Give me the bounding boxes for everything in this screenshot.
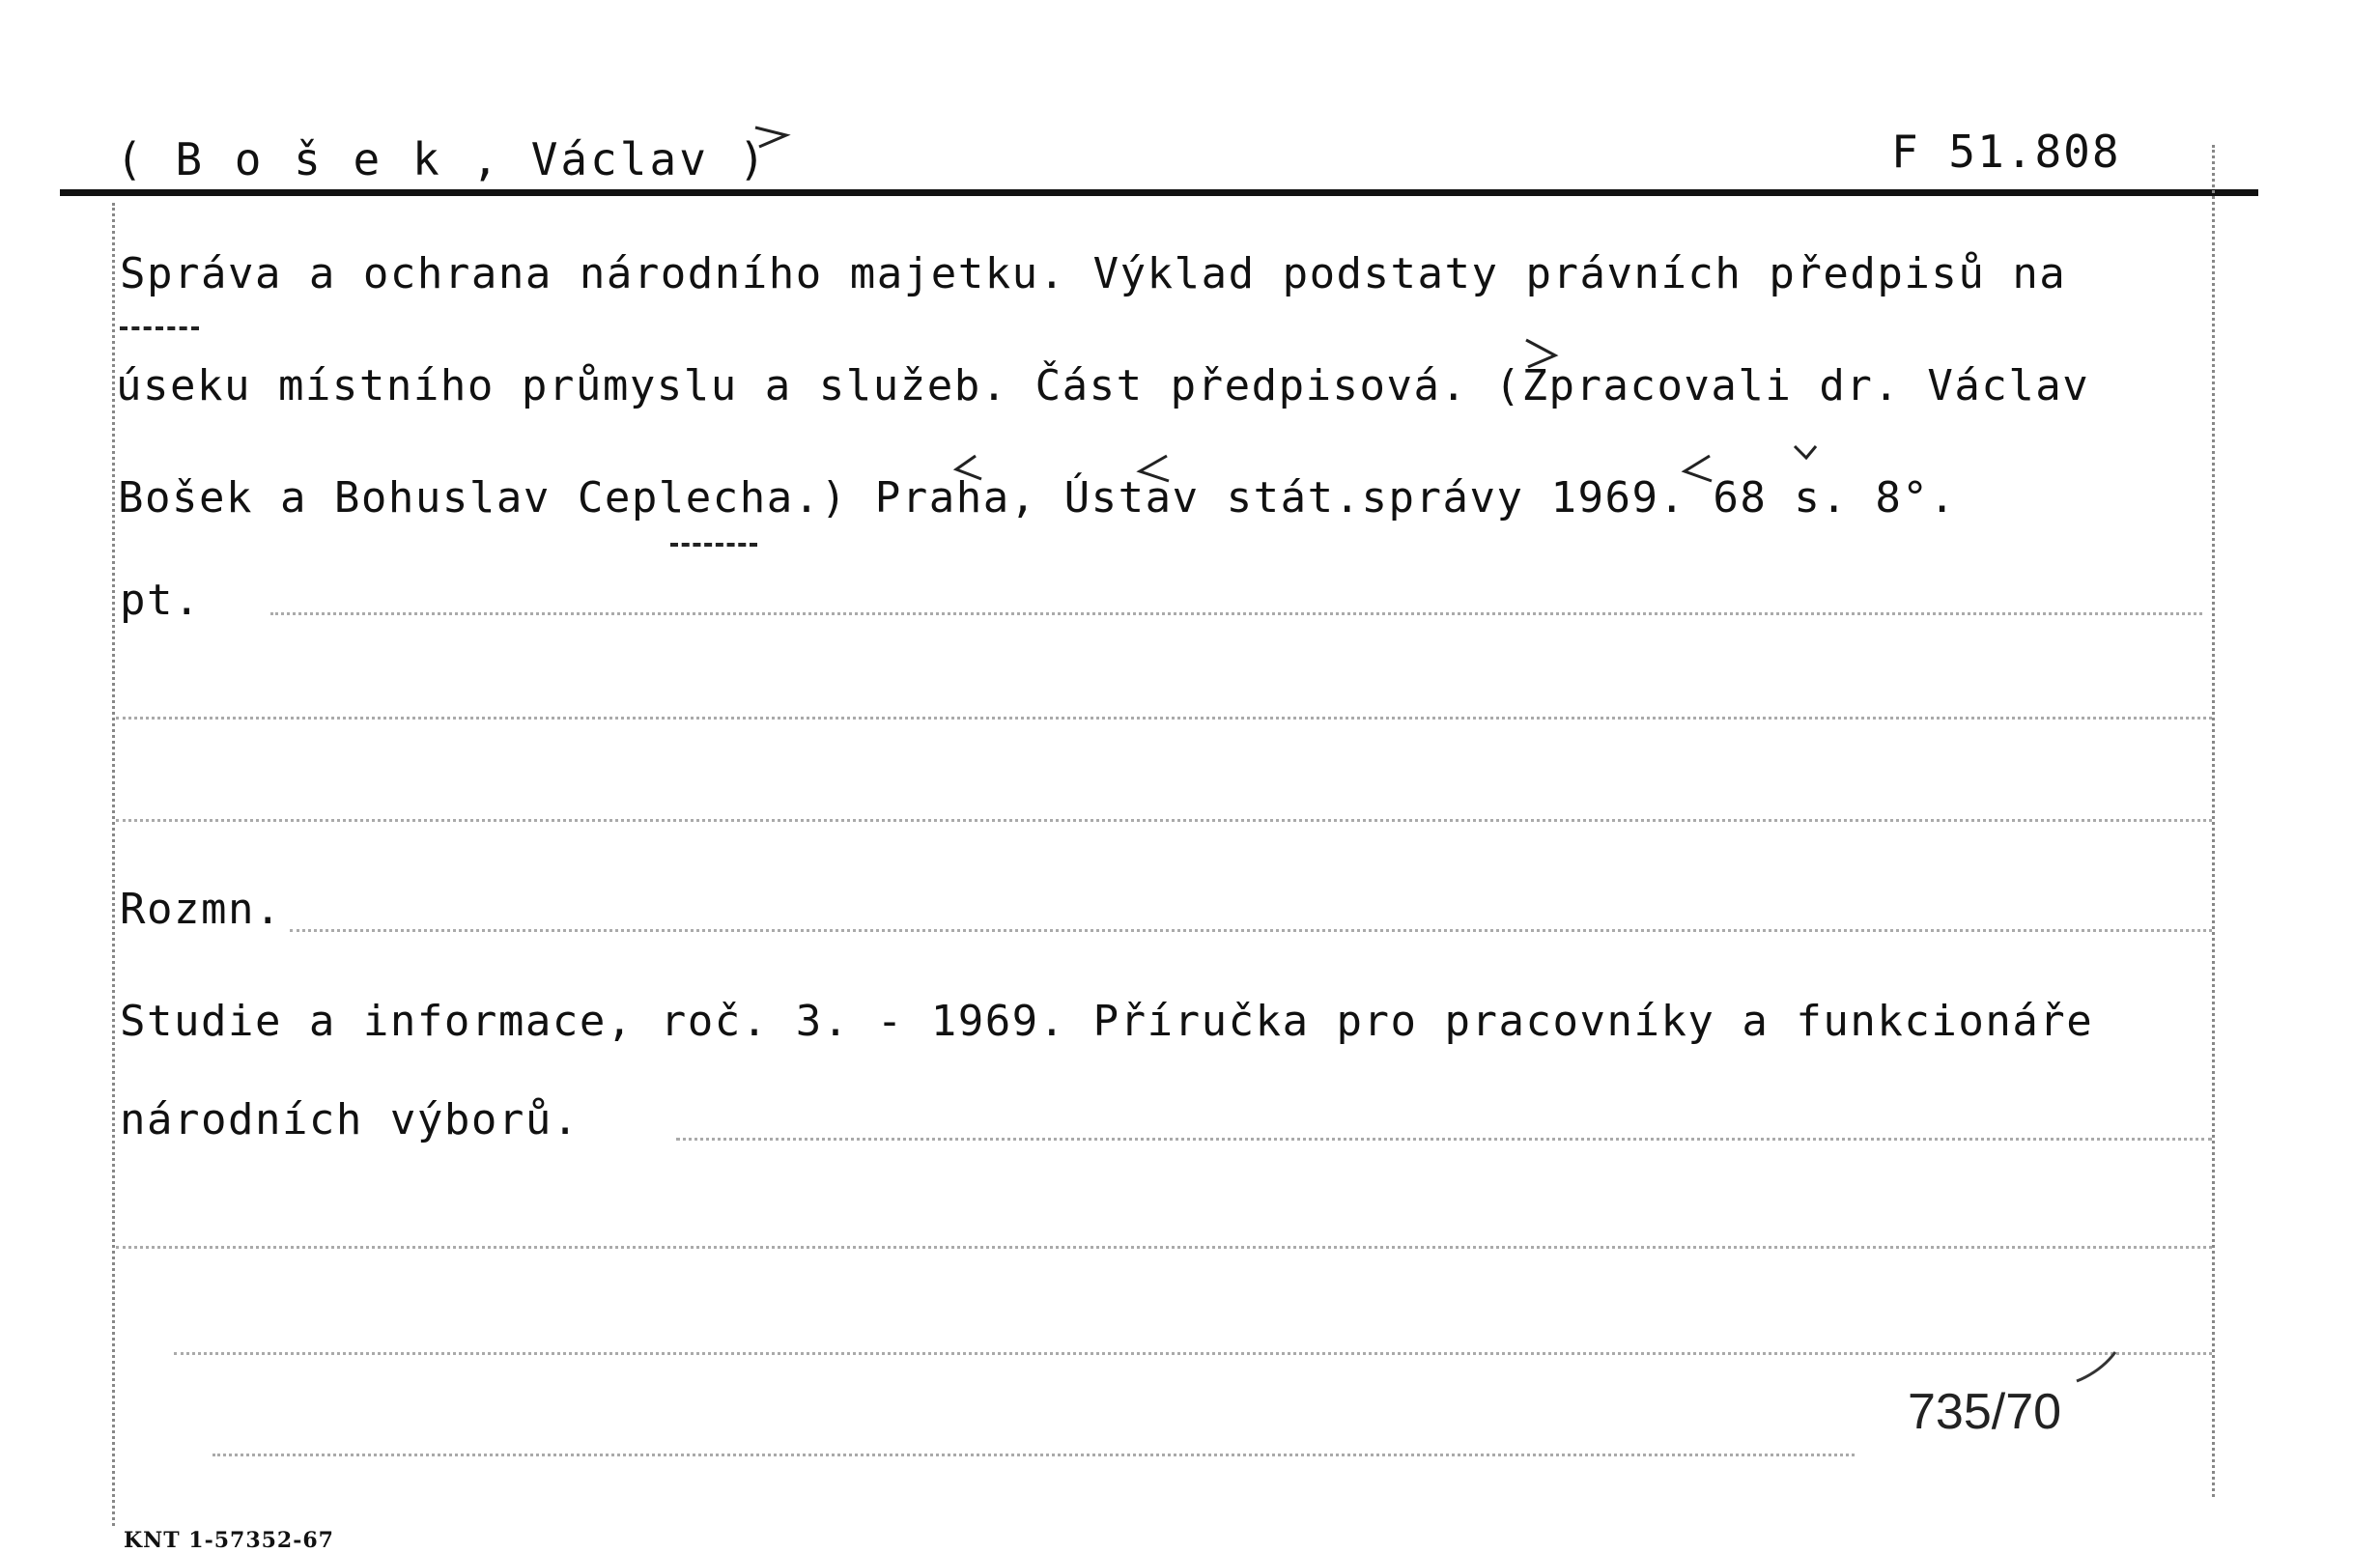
title-line-4: pt.	[120, 576, 201, 625]
underline-mark	[120, 326, 199, 330]
title-line-2: úseku místního průmyslu a služeb. Část předpisová. (Zpracovali dr. Václav	[116, 361, 2090, 410]
guide-line	[290, 929, 2212, 932]
title-line-1: Správa a ochrana národního majetku. Výklad podstaty právních předpisů na	[120, 249, 2067, 298]
guide-line	[174, 1352, 2212, 1355]
series-line-1: Studie a informace, roč. 3. - 1969. Příručka pro pracovníky a funkcionáře	[120, 997, 2094, 1046]
guide-line	[270, 612, 2202, 615]
title-line-3: Bošek a Bohuslav Ceplecha.) Praha, Ústav stát.správy 1969. 68 s. 8°.	[118, 473, 1957, 522]
guide-line	[212, 1454, 1855, 1456]
author-heading: ( B o š e k , Václav )	[116, 133, 769, 185]
accession-number: 735/70	[1908, 1384, 2062, 1440]
guide-line	[116, 819, 2212, 822]
shelf-signature: F 51.808	[1891, 126, 2121, 178]
rozmn-label: Rozmn.	[120, 885, 282, 934]
left-margin-dots	[112, 203, 115, 1526]
guide-line	[116, 1246, 2212, 1249]
heading-rule	[60, 189, 2258, 196]
footer-code: KNT 1-57352-67	[124, 1528, 334, 1553]
series-line-2: národních výborů.	[120, 1095, 580, 1144]
guide-line	[676, 1138, 2212, 1141]
right-margin-dots	[2212, 145, 2215, 1497]
underline-mark	[670, 543, 757, 547]
guide-line	[116, 717, 2212, 720]
